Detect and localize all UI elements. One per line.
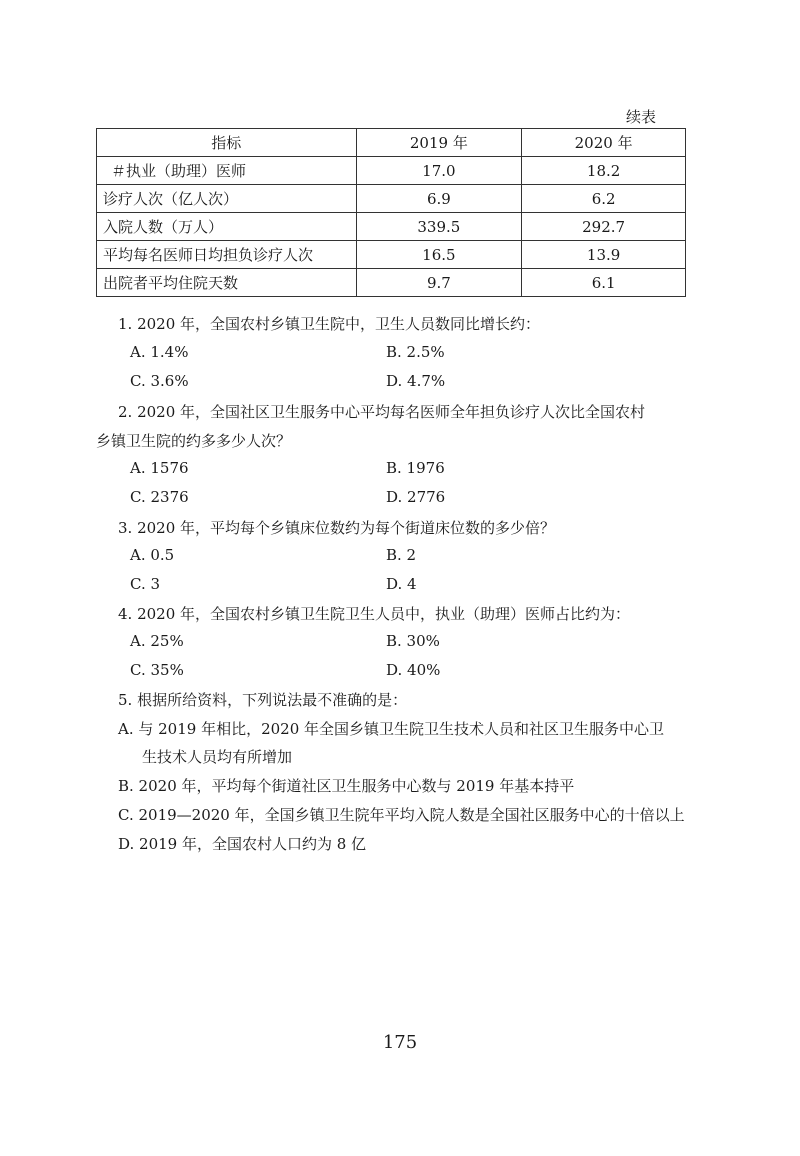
row-value-2019: 9.7 bbox=[356, 269, 522, 297]
row-label: 入院人数（万人） bbox=[97, 213, 357, 241]
question-2-option-a: A. 1576 bbox=[130, 459, 189, 477]
question-4-option-d: D. 40% bbox=[386, 661, 441, 679]
question-4-stem: 4. 2020 年，全国农村乡镇卫生院卫生人员中，执业（助理）医师占比约为： bbox=[118, 605, 631, 623]
header-2019: 2019 年 bbox=[356, 129, 522, 157]
question-1-option-b: B. 2.5% bbox=[386, 343, 445, 361]
row-label: 出院者平均住院天数 bbox=[97, 269, 357, 297]
row-value-2019: 339.5 bbox=[356, 213, 522, 241]
question-3-option-c: C. 3 bbox=[130, 575, 161, 593]
question-1-option-c: C. 3.6% bbox=[130, 372, 189, 390]
table-row bbox=[97, 157, 686, 185]
question-1-option-d: D. 4.7% bbox=[386, 372, 446, 390]
table-header-row bbox=[97, 129, 686, 157]
question-2-option-b: B. 1976 bbox=[386, 459, 445, 477]
question-4-option-c: C. 35% bbox=[130, 661, 184, 679]
question-3-option-d: D. 4 bbox=[386, 575, 417, 593]
question-5-option-a-line-2: 生技术人员均有所增加 bbox=[142, 748, 293, 766]
statistics-table bbox=[96, 128, 686, 297]
table-row bbox=[97, 269, 686, 297]
question-4-option-b: B. 30% bbox=[386, 632, 440, 650]
row-label: 平均每名医师日均担负诊疗人次 bbox=[97, 241, 357, 269]
question-1-stem: 1. 2020 年，全国农村乡镇卫生院中，卫生人员数同比增长约： bbox=[118, 315, 541, 333]
row-value-2020: 6.1 bbox=[522, 269, 686, 297]
question-5-stem: 5. 根据所给资料，下列说法最不准确的是： bbox=[118, 691, 408, 709]
page-number: 175 bbox=[382, 1032, 418, 1053]
table-row bbox=[97, 241, 686, 269]
question-2-option-c: C. 2376 bbox=[130, 488, 189, 506]
question-3-option-a: A. 0.5 bbox=[130, 546, 175, 564]
row-value-2020: 18.2 bbox=[522, 157, 686, 185]
header-indicator: 指标 bbox=[97, 129, 357, 157]
question-4-option-a: A. 25% bbox=[130, 632, 184, 650]
question-1-option-a: A. 1.4% bbox=[130, 343, 189, 361]
continued-table-label: 续表 bbox=[626, 108, 657, 126]
row-value-2020: 13.9 bbox=[522, 241, 686, 269]
question-5-option-d: D. 2019 年，全国农村人口约为 8 亿 bbox=[118, 835, 367, 853]
row-value-2019: 17.0 bbox=[356, 157, 522, 185]
row-value-2020: 292.7 bbox=[522, 213, 686, 241]
row-value-2019: 16.5 bbox=[356, 241, 522, 269]
row-value-2019: 6.9 bbox=[356, 185, 522, 213]
question-2-stem-line-1: 2. 2020 年，全国社区卫生服务中心平均每名医师全年担负诊疗人次比全国农村 bbox=[118, 403, 646, 421]
question-5-option-a-line-1: A. 与 2019 年相比，2020 年全国乡镇卫生院卫生技术人员和社区卫生服务中心卫 bbox=[118, 720, 665, 738]
row-value-2020: 6.2 bbox=[522, 185, 686, 213]
row-label: 诊疗人次（亿人次） bbox=[97, 185, 357, 213]
question-5-option-c: C. 2019—2020 年，全国乡镇卫生院年平均入院人数是全国社区服务中心的十倍以上 bbox=[118, 806, 685, 824]
question-5-option-b: B. 2020 年，平均每个街道社区卫生服务中心数与 2019 年基本持平 bbox=[118, 777, 575, 795]
table-row bbox=[97, 185, 686, 213]
row-label: ＃执业（助理）医师 bbox=[97, 157, 357, 185]
question-2-stem-line-2: 乡镇卫生院的约多多少人次？ bbox=[96, 432, 292, 450]
table-row bbox=[97, 213, 686, 241]
question-3-stem: 3. 2020 年，平均每个乡镇床位数约为每个街道床位数的多少倍？ bbox=[118, 519, 556, 537]
question-2-option-d: D. 2776 bbox=[386, 488, 446, 506]
question-3-option-b: B. 2 bbox=[386, 546, 417, 564]
header-2020: 2020 年 bbox=[522, 129, 686, 157]
